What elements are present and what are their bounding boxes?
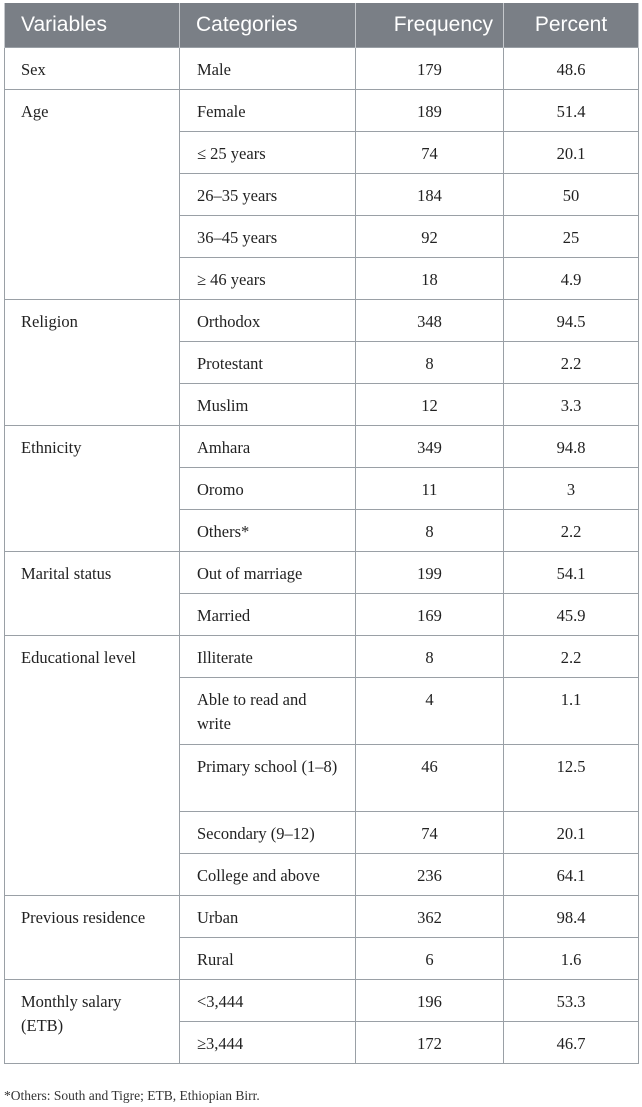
frequency-cell: 349: [356, 425, 504, 467]
percent-cell: 94.5: [504, 299, 639, 341]
percent-cell: 94.8: [504, 425, 639, 467]
percent-cell: 3: [504, 467, 639, 509]
category-cell: Amhara: [180, 425, 356, 467]
table-row: [5, 979, 639, 1021]
frequency-cell: 6: [356, 937, 504, 979]
frequency-cell: 172: [356, 1021, 504, 1063]
percent-cell: 1.6: [504, 937, 639, 979]
category-cell: Protestant: [180, 341, 356, 383]
frequency-cell: 74: [356, 811, 504, 853]
percent-cell: 50: [504, 173, 639, 215]
table-body: [5, 47, 639, 1063]
category-cell: 26–35 years: [180, 173, 356, 215]
category-cell: Urban: [180, 895, 356, 937]
frequency-cell: 74: [356, 131, 504, 173]
frequency-cell: 236: [356, 853, 504, 895]
percent-cell: 1.1: [504, 677, 639, 744]
category-cell: ≤ 25 years: [180, 131, 356, 173]
frequency-cell: 189: [356, 89, 504, 131]
table-row: [5, 89, 639, 131]
percent-cell: 3.3: [504, 383, 639, 425]
header-percent: Percent: [504, 3, 639, 47]
variable-cell: Age: [5, 89, 180, 299]
variable-cell: Marital status: [5, 551, 180, 635]
frequency-cell: 179: [356, 47, 504, 89]
frequency-cell: 11: [356, 467, 504, 509]
category-cell: ≥3,444: [180, 1021, 356, 1063]
percent-cell: 20.1: [504, 811, 639, 853]
table-footnote: *Others: South and Tigre; ETB, Ethiopian Birr.: [4, 1088, 260, 1103]
percent-cell: 54.1: [504, 551, 639, 593]
frequency-cell: 199: [356, 551, 504, 593]
table-row: [5, 47, 639, 89]
variable-cell: Sex: [5, 47, 180, 89]
category-cell: Secondary (9–12): [180, 811, 356, 853]
frequency-cell: 184: [356, 173, 504, 215]
frequency-cell: 92: [356, 215, 504, 257]
percent-cell: 4.9: [504, 257, 639, 299]
category-cell: Able to read and write: [180, 677, 356, 744]
percent-cell: 2.2: [504, 635, 639, 677]
demographics-table: [4, 3, 639, 1064]
variable-cell: Previous residence: [5, 895, 180, 979]
category-cell: Out of marriage: [180, 551, 356, 593]
category-cell: Illiterate: [180, 635, 356, 677]
table-row: [5, 895, 639, 937]
percent-cell: 2.2: [504, 509, 639, 551]
frequency-cell: 4: [356, 677, 504, 744]
table-row: [5, 551, 639, 593]
percent-cell: 45.9: [504, 593, 639, 635]
frequency-cell: 169: [356, 593, 504, 635]
frequency-cell: 18: [356, 257, 504, 299]
table-row: [5, 299, 639, 341]
table-row: [5, 635, 639, 677]
category-cell: Primary school (1–8): [180, 744, 356, 811]
category-cell: Orthodox: [180, 299, 356, 341]
frequency-cell: 348: [356, 299, 504, 341]
category-cell: College and above: [180, 853, 356, 895]
category-cell: Oromo: [180, 467, 356, 509]
variable-cell: Monthly salary (ETB): [5, 979, 180, 1063]
variable-cell: Ethnicity: [5, 425, 180, 551]
percent-cell: 25: [504, 215, 639, 257]
category-cell: ≥ 46 years: [180, 257, 356, 299]
percent-cell: 12.5: [504, 744, 639, 811]
category-cell: Male: [180, 47, 356, 89]
frequency-cell: 12: [356, 383, 504, 425]
frequency-cell: 8: [356, 635, 504, 677]
variable-cell: Educational level: [5, 635, 180, 895]
category-cell: 36–45 years: [180, 215, 356, 257]
frequency-cell: 196: [356, 979, 504, 1021]
header-variables: Variables: [5, 3, 180, 47]
frequency-cell: 362: [356, 895, 504, 937]
category-cell: <3,444: [180, 979, 356, 1021]
variable-cell: Religion: [5, 299, 180, 425]
category-cell: Others*: [180, 509, 356, 551]
percent-cell: 20.1: [504, 131, 639, 173]
category-cell: Female: [180, 89, 356, 131]
category-cell: Rural: [180, 937, 356, 979]
percent-cell: 51.4: [504, 89, 639, 131]
category-cell: Muslim: [180, 383, 356, 425]
category-cell: Married: [180, 593, 356, 635]
header-frequency: Frequency: [356, 3, 504, 47]
frequency-cell: 8: [356, 509, 504, 551]
header-categories: Categories: [180, 3, 356, 47]
percent-cell: 98.4: [504, 895, 639, 937]
frequency-cell: 46: [356, 744, 504, 811]
frequency-cell: 8: [356, 341, 504, 383]
percent-cell: 48.6: [504, 47, 639, 89]
percent-cell: 64.1: [504, 853, 639, 895]
percent-cell: 2.2: [504, 341, 639, 383]
header-row: [5, 3, 639, 47]
table-row: [5, 425, 639, 467]
percent-cell: 53.3: [504, 979, 639, 1021]
percent-cell: 46.7: [504, 1021, 639, 1063]
